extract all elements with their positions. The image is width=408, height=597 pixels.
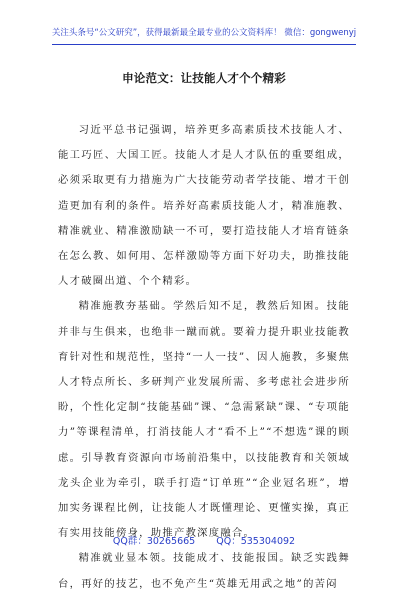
page-header: 关注头条号“公文研究”，获得最新最全最专业的公文资料库！ 微信：gongwenyj [51, 28, 357, 38]
paragraph: 精准就业显本领。技能成才、技能报国。缺乏实践舞台，再好的技艺，也不免产生“英雄无用武之地”的苦闷 [58, 552, 350, 590]
page-footer [0, 533, 408, 547]
footer-qq: QQ：535304092 [216, 536, 296, 547]
footer-qq-group: QQ群：30265665 [112, 536, 196, 547]
paragraph: 习近平总书记强调，培养更多高素质技术技能人才、能工巧匠、大国工匠。技能人才是人才队伍的重要组成，必须采取更有力措施为广大技能劳动者学技能、增才干创造更加有利的条件。培养好高素质技能人才，精准施教、精准就业、精准激励缺一不可，要打造技能人才培育链条在怎么教、如何用、怎样激励等方面下好功夫，助推技能人才破圈出道、个个精彩。 [58, 124, 350, 288]
header-divider [52, 44, 356, 45]
document-body [58, 118, 350, 597]
paragraph: 精准施教夯基础。学然后知不足，教然后知困。技能并非与生俱来，也绝非一蹴而就。要着力提升职业技能教育针对性和规范性，坚持“一人一技”、因人施教，多聚焦人才特点所长、多研判产业发展所需、多考虑社会进步所盼，个性化定制“技能基础”课、“急需紧缺”课、“专项能力”等课程清单，打消技能人才“看不上”“不想选”课的顾虑。引导教育资源向市场前沿集中，以技能教育和关领域龙头企业为牵引，联手打造“订单班”“企业冠名班”，增加实务课程比例，让技能人才既懂理论、更懂实操，真正有实用技能傍身，助推产教深度融合。 [58, 300, 350, 540]
document-title: 申论范文：让技能人才个个精彩 [122, 71, 286, 85]
